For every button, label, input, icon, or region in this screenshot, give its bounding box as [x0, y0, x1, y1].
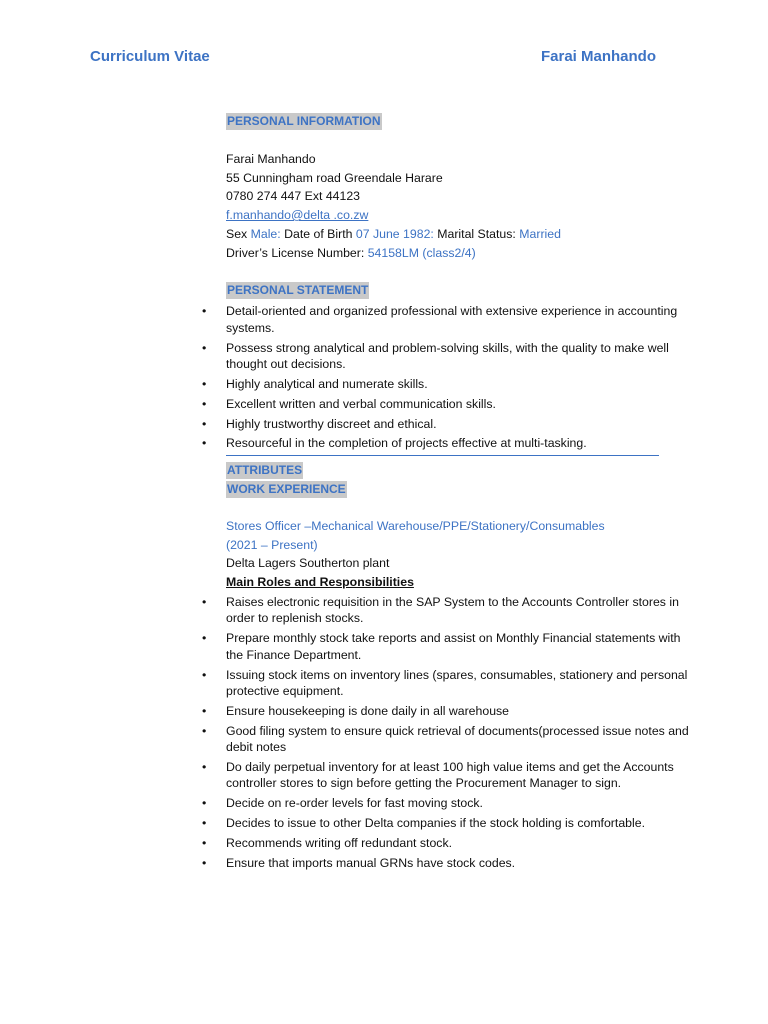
- list-item-text: Excellent written and verbal communication skills.: [226, 396, 496, 411]
- roles-heading: Main Roles and Responsibilities: [226, 575, 414, 590]
- section-divider: [226, 455, 659, 456]
- list-item: [202, 855, 696, 872]
- personal-info-heading: PERSONAL INFORMATION: [227, 114, 381, 128]
- sex-dob-marital-line: [226, 225, 696, 244]
- list-item: [202, 815, 696, 832]
- bullet-icon: •: [202, 835, 207, 850]
- list-item-text: Ensure housekeeping is done daily in all warehouse: [226, 703, 510, 718]
- list-item-text: Issuing stock items on inventory lines (spares, consumables, stationery and personal protective equipment.: [226, 667, 688, 699]
- header-name-right: Farai Manhando: [541, 48, 657, 65]
- list-item: [202, 416, 696, 433]
- list-item-text: Decide on re-order levels for fast moving stock.: [226, 796, 483, 811]
- bullet-icon: •: [202, 594, 207, 609]
- bullet-icon: •: [202, 723, 207, 738]
- full-name: Farai Manhando: [226, 151, 316, 166]
- dob-value: 07 June 1982:: [355, 226, 434, 241]
- work-experience-heading: WORK EXPERIENCE: [227, 481, 346, 496]
- marital-value: Married: [519, 226, 561, 241]
- sex-value: Male:: [250, 226, 281, 241]
- list-item: [202, 703, 696, 720]
- list-item: [202, 795, 696, 812]
- bullet-icon: •: [202, 759, 207, 774]
- list-item: [202, 835, 696, 852]
- list-item: [202, 435, 696, 452]
- bullet-icon: •: [202, 376, 207, 391]
- bullet-icon: •: [202, 396, 207, 411]
- list-item: [202, 303, 696, 336]
- bullet-icon: •: [202, 816, 207, 831]
- license-label: Driver’s License Number:: [226, 245, 368, 260]
- list-item-text: Highly analytical and numerate skills.: [226, 376, 428, 391]
- list-item-text: Resourceful in the completion of projects effective at multi-tasking.: [226, 436, 587, 451]
- list-item-text: Detail-oriented and organized professional with extensive experience in accounting systems.: [226, 304, 678, 335]
- responsibilities-list: [202, 594, 696, 871]
- personal-statement-section: [202, 281, 696, 452]
- list-item: [202, 759, 696, 792]
- work-experience-section: [202, 517, 696, 871]
- list-item: [202, 630, 696, 663]
- list-item: [202, 396, 696, 413]
- bullet-icon: •: [202, 436, 207, 451]
- list-item: [202, 376, 696, 393]
- list-item-text: Decides to issue to other Delta companies if the stock holding is comfortable.: [226, 816, 645, 831]
- list-item-text: Ensure that imports manual GRNs have stock codes.: [226, 855, 516, 870]
- sex-label: Sex: [226, 226, 251, 241]
- dob-label: Date of Birth: [280, 226, 356, 241]
- list-item: [202, 594, 696, 627]
- job-period: (2021 – Present): [226, 537, 318, 552]
- list-item-text: Possess strong analytical and problem-solving skills, with the quality to make well thought out decisions.: [226, 340, 669, 372]
- license-line: [226, 244, 696, 263]
- list-item: [202, 340, 696, 373]
- list-item: [202, 667, 696, 700]
- header-title-left: Curriculum Vitae: [90, 48, 210, 65]
- company-name: Delta Lagers Southerton plant: [226, 556, 390, 571]
- attributes-heading: ATTRIBUTES: [227, 463, 303, 478]
- list-item-text: Recommends writing off redundant stock.: [226, 835, 453, 850]
- address: 55 Cunningham road Greendale Harare: [226, 170, 443, 185]
- bullet-icon: •: [202, 304, 207, 319]
- bullet-icon: •: [202, 416, 207, 431]
- list-item: [202, 723, 696, 756]
- bullet-icon: •: [202, 796, 207, 811]
- bullet-icon: •: [202, 631, 207, 646]
- marital-label: Marital Status:: [433, 226, 520, 241]
- list-item-text: Raises electronic requisition in the SAP System to the Accounts Controller stores in order to replenish stocks.: [226, 594, 679, 626]
- personal-info-section: [226, 112, 696, 263]
- attributes-section: [226, 461, 696, 499]
- license-value: 54158LM (class2/4): [367, 245, 476, 260]
- list-item-text: Prepare monthly stock take reports and assist on Monthly Financial statements with the Finance Department.: [226, 631, 681, 662]
- bullet-icon: •: [202, 703, 207, 718]
- list-item-text: Do daily perpetual inventory for at least 100 high value items and get the Accounts controller stores to sign before getting the Procurement Manager to sign.: [226, 759, 674, 791]
- email-link[interactable]: f.manhando@delta .co.zw: [226, 208, 369, 223]
- phone: 0780 274 447 Ext 44123: [226, 189, 361, 204]
- bullet-icon: •: [202, 667, 207, 682]
- personal-statement-heading: PERSONAL STATEMENT: [227, 282, 369, 297]
- bullet-icon: •: [202, 340, 207, 355]
- list-item-text: Good filing system to ensure quick retrieval of documents(processed issue notes and debit notes: [226, 723, 689, 755]
- job-title: Stores Officer –Mechanical Warehouse/PPE/Stationery/Consumables: [226, 518, 605, 533]
- cv-content: [202, 112, 696, 874]
- list-item-text: Highly trustworthy discreet and ethical.: [226, 416, 437, 431]
- personal-statement-list: [202, 303, 696, 451]
- bullet-icon: •: [202, 855, 207, 870]
